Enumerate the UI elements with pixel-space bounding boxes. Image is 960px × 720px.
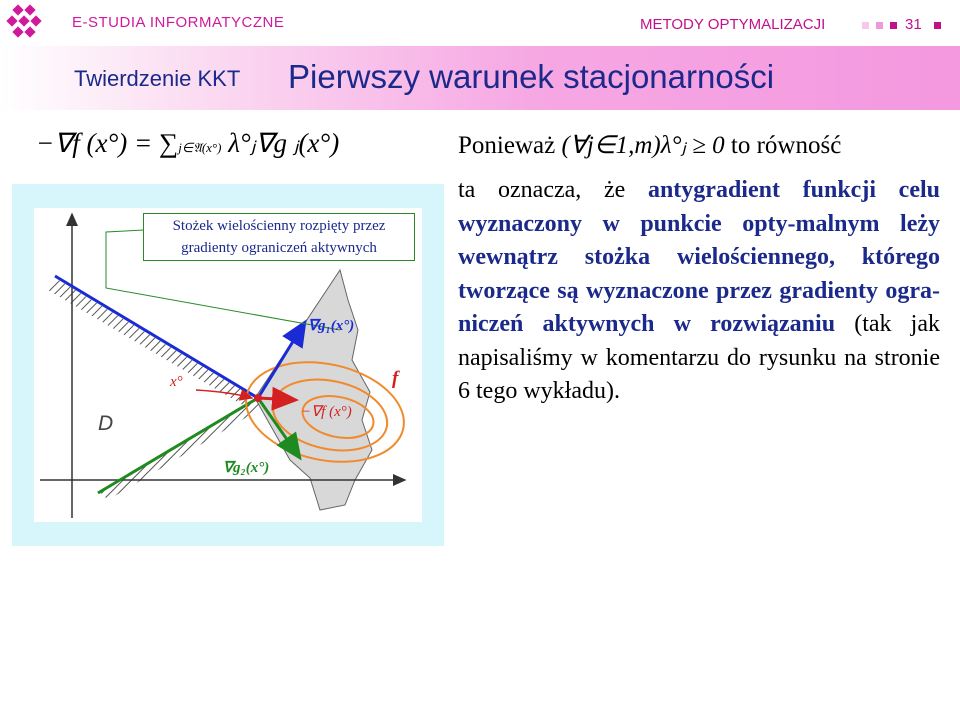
para-part2: (tak jak napisaliśmy w komentarzu do rysunku na stronie 6 tego wykładu).: [458, 311, 940, 404]
course-title: METODY OPTYMALIZACJI: [640, 16, 826, 33]
brand-name: E-STUDIA INFORMATYCZNE: [72, 14, 285, 31]
label-neg-grad-f: −∇f (x°): [301, 404, 352, 420]
condition-tail: to równość: [730, 132, 842, 159]
para-part1: ta oznacza, że: [458, 177, 648, 203]
label-feasible-set: D: [98, 412, 114, 435]
condition-expr: (∀j∈1,m)λ°ⱼ ≥ 0: [561, 132, 725, 159]
page-title: Pierwszy warunek stacjonarności: [288, 58, 775, 95]
cone-region: [255, 270, 372, 510]
label-grad-g1: ∇g₁(x°): [308, 318, 355, 334]
neg-grad-f-arrow: [258, 398, 296, 400]
label-f: f: [392, 368, 399, 389]
page-number: 31: [905, 16, 922, 33]
callout-line-1: Stożek wielościenny rozpięty przez: [172, 218, 386, 234]
formula-rhs: λ°ⱼ∇g ⱼ(x°): [228, 128, 340, 158]
title-prefix: Twierdzenie KKT: [74, 66, 241, 91]
cone-callout: [143, 213, 415, 261]
label-grad-g2: ∇g₂(x°): [223, 460, 270, 476]
constraint-hatching-2: [100, 398, 262, 500]
para-bold: antygradient funkcji celu wyznaczony w punkcie opty-malnym leży wewnątrz stożka wielościennego, którego tworzące są wyznaczone przez gradienty ogra-niczeń aktywnych w rozwiązaniu: [458, 177, 940, 337]
constraint-line-g2: [98, 398, 258, 493]
condition-lead: Ponieważ: [458, 132, 556, 159]
constraint-hatching-1: [48, 278, 255, 408]
constraint-line-g1: [55, 276, 258, 398]
callout-line-2: gradienty ograniczeń aktywnych: [181, 240, 377, 256]
formula-subscript: j∈𝔄(x°): [178, 140, 222, 155]
formula-lhs: −∇f (x°) = ∑: [36, 128, 179, 158]
optimal-point: [254, 394, 262, 402]
label-x0: x°: [170, 374, 183, 390]
